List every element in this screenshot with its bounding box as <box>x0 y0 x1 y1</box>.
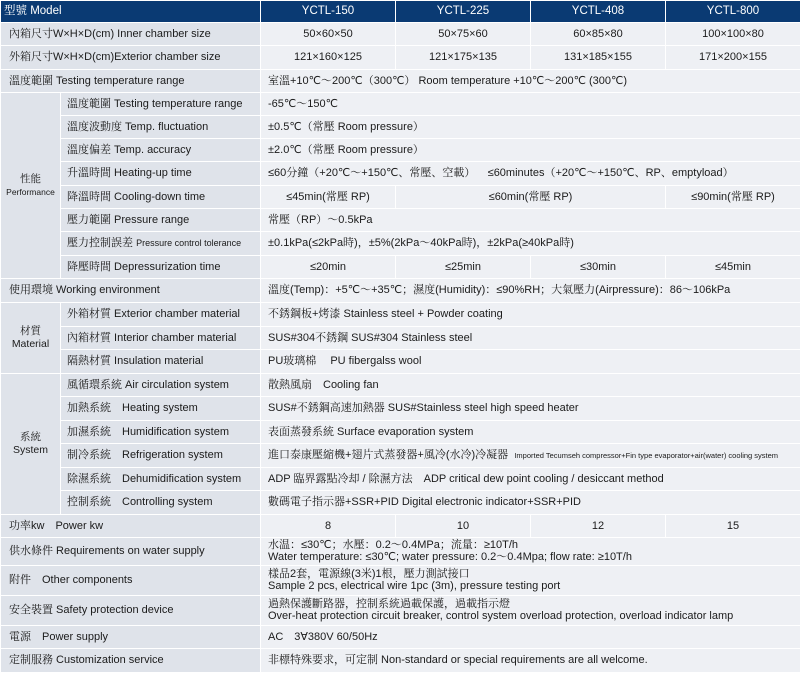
power-label: 功率kw Power kw <box>1 515 261 538</box>
perf-pressure-tol-label <box>61 232 261 256</box>
other-value-en: Sample 2 pcs, electrical wire 1pc (3m), pressure testing port <box>268 579 561 592</box>
system-control-row <box>1 491 800 515</box>
other-value-cn: 樣品2套，電源線(3米)1根，壓力測試接口 <box>268 568 470 580</box>
perf-heating-value-en: ≤60minutes（+20℃～+150℃、RP、emptyload） <box>487 167 734 179</box>
power-value: 8 <box>261 515 396 538</box>
system-refrig-value-en: Imported Tecumseh compressor+Fin type evaporator+air(water) cooling system <box>514 451 779 460</box>
material-group-cn: 材質 <box>20 325 41 337</box>
performance-group-en: Performance <box>6 186 55 197</box>
system-humid-label: 加濕系統 Humidification system <box>61 421 261 444</box>
perf-accuracy-label: 溫度偏差 Temp. accuracy <box>61 139 261 162</box>
material-exterior-row <box>1 303 800 327</box>
power-value: 10 <box>396 515 531 538</box>
perf-temp-range-row <box>1 93 800 116</box>
exterior-size-label: 外箱尺寸W×H×D(cm)Exterior chamber size <box>1 46 261 70</box>
system-air-row <box>1 374 800 397</box>
exterior-size-value: 121×160×125 <box>261 46 396 70</box>
perf-cooling-row <box>1 186 800 209</box>
material-group-label <box>1 303 61 374</box>
perf-accuracy-value: ±2.0℃（常壓 Room pressure） <box>261 139 800 162</box>
perf-fluctuation-value: ±0.5℃（常壓 Room pressure） <box>261 116 800 139</box>
perf-pressure-range-row <box>1 209 800 232</box>
custom-label: 定制服務 Customization service <box>1 649 261 673</box>
power-supply-value: AC 3∀380V 60/50Hz <box>261 626 800 649</box>
perf-temp-range-label: 溫度範圍 Testing temperature range <box>61 93 261 116</box>
system-heating-label: 加熱系統 Heating system <box>61 397 261 421</box>
material-exterior-value: 不銹鋼板+烤漆 Stainless steel + Powder coating <box>261 303 800 327</box>
perf-heating-label: 升溫時間 Heating-up time <box>61 162 261 186</box>
custom-value: 非標特殊要求，可定制 Non-standard or special requirements are all welcome. <box>261 649 800 673</box>
water-row <box>1 538 800 566</box>
system-heating-value: SUS#不銹鋼高速加熱器 SUS#Stainless steel high speed heater <box>261 397 800 421</box>
perf-fluctuation-row <box>1 116 800 139</box>
custom-row <box>1 649 800 673</box>
perf-pressure-range-label: 壓力範圍 Pressure range <box>61 209 261 232</box>
material-interior-row <box>1 327 800 350</box>
perf-depress-value: ≤20min <box>261 256 396 279</box>
system-dehumid-value: ADP 臨界露點冷却 / 除濕方法 ADP critical dew point cooling / desiccant method <box>261 468 800 491</box>
system-heating-row <box>1 397 800 421</box>
other-label: 附件 Other components <box>1 566 261 596</box>
system-refrig-row <box>1 444 800 468</box>
system-control-label: 控制系統 Controlling system <box>61 491 261 515</box>
perf-cooling-label: 降溫時間 Cooling-down time <box>61 186 261 209</box>
water-value-en: Water temperature: ≤30℃; water pressure: 0.2～0.4Mpa; flow rate: ≥10T/h <box>268 550 632 563</box>
water-label: 供水條件 Requirements on water supply <box>1 538 261 566</box>
perf-depress-label: 降壓時間 Depressurization time <box>61 256 261 279</box>
water-value <box>261 538 800 566</box>
perf-cooling-value: ≤60min(常壓 RP) <box>396 186 666 209</box>
system-group-cn: 系統 <box>20 431 41 443</box>
model-yctl-408: YCTL-408 <box>531 1 666 23</box>
testing-temp-label: 溫度範圍 Testing temperature range <box>1 70 261 93</box>
model-yctl-150: YCTL-150 <box>261 1 396 23</box>
system-refrig-value-cn: 進口泰康壓縮機+翅片式蒸發器+風冷(水冷)冷凝器 <box>268 449 509 461</box>
model-yctl-225: YCTL-225 <box>396 1 531 23</box>
perf-temp-range-value: -65℃～150℃ <box>261 93 800 116</box>
model-yctl-800: YCTL-800 <box>666 1 800 23</box>
perf-pressure-tol-label-en: Pressure control tolerance <box>136 238 242 248</box>
testing-temp-value: 室溫+10℃～200℃（300℃） Room temperature +10℃～200℃ (300℃) <box>261 70 800 93</box>
inner-size-row <box>1 23 800 46</box>
other-value <box>261 566 800 596</box>
system-group-label <box>1 374 61 515</box>
other-row <box>1 566 800 596</box>
power-value: 15 <box>666 515 800 538</box>
perf-heating-value <box>261 162 800 186</box>
material-insulation-label: 隔熱材質 Insulation material <box>61 350 261 374</box>
system-control-value: 數碼電子指示器+SSR+PID Digital electronic indicator+SSR+PID <box>261 491 800 515</box>
safety-value-cn: 過熱保護斷路器，控制系統過載保護，過載指示燈 <box>268 598 510 610</box>
testing-temp-row <box>1 70 800 93</box>
working-env-row <box>1 279 800 303</box>
perf-depress-row <box>1 256 800 279</box>
material-group-en: Material <box>11 338 50 350</box>
material-interior-value: SUS#304不銹鋼 SUS#304 Stainless steel <box>261 327 800 350</box>
perf-pressure-tol-value: ±0.1kPa(≤2kPa時)，±5%(2kPa～40kPa時)，±2kPa(≥40kPa時) <box>261 232 800 256</box>
performance-group-label <box>1 93 61 279</box>
inner-size-value: 100×100×80 <box>666 23 800 46</box>
inner-size-value: 60×85×80 <box>531 23 666 46</box>
system-humid-value: 表面蒸發系統 Surface evaporation system <box>261 421 800 444</box>
exterior-size-value: 171×200×155 <box>666 46 800 70</box>
safety-row <box>1 596 800 626</box>
perf-heating-row <box>1 162 800 186</box>
material-insulation-value: PU玻璃棉 PU fibergalss wool <box>261 350 800 374</box>
perf-pressure-tol-row <box>1 232 800 256</box>
water-value-cn: 水温：≤30℃；水壓：0.2～0.4MPa；流量：≥10T/h <box>268 539 518 551</box>
inner-size-label: 內箱尺寸W×H×D(cm) Inner chamber size <box>1 23 261 46</box>
system-refrig-value <box>261 444 800 468</box>
system-humid-row <box>1 421 800 444</box>
perf-pressure-range-value: 常壓（RP）～0.5kPa <box>261 209 800 232</box>
perf-depress-value: ≤25min <box>396 256 531 279</box>
working-env-value: 溫度(Temp)：+5℃～+35℃；濕度(Humidity)：≤90%RH；大氣壓力(Airpressure)：86～106kPa <box>261 279 800 303</box>
system-group-en: System <box>12 444 48 456</box>
performance-group-cn: 性能 <box>20 172 41 185</box>
model-header-label: 型號 Model <box>1 1 261 23</box>
system-dehumid-row <box>1 468 800 491</box>
power-supply-label: 電源 Power supply <box>1 626 261 649</box>
perf-accuracy-row <box>1 139 800 162</box>
safety-value-en: Over-heat protection circuit breaker, control system overload protection, overload indicator lamp <box>268 609 734 622</box>
perf-depress-value: ≤30min <box>531 256 666 279</box>
system-air-label: 風循環系統 Air circulation system <box>61 374 261 397</box>
working-env-label: 使用環境 Working environment <box>1 279 261 303</box>
inner-size-value: 50×60×50 <box>261 23 396 46</box>
exterior-size-row <box>1 46 800 70</box>
material-insulation-row <box>1 350 800 374</box>
header-row <box>1 1 800 23</box>
safety-value <box>261 596 800 626</box>
perf-cooling-value: ≤90min(常壓 RP) <box>666 186 800 209</box>
perf-depress-value: ≤45min <box>666 256 800 279</box>
perf-cooling-value: ≤45min(常壓 RP) <box>261 186 396 209</box>
material-interior-label: 內箱材質 Interior chamber material <box>61 327 261 350</box>
power-supply-row <box>1 626 800 649</box>
safety-label: 安全裝置 Safety protection device <box>1 596 261 626</box>
material-exterior-label: 外箱材質 Exterior chamber material <box>61 303 261 327</box>
system-dehumid-label: 除濕系統 Dehumidification system <box>61 468 261 491</box>
perf-heating-value-cn: ≤60分鐘（+20℃～+150℃、常壓、空載） <box>268 167 476 179</box>
system-refrig-label: 制冷系統 Refrigeration system <box>61 444 261 468</box>
power-row <box>1 515 800 538</box>
perf-fluctuation-label: 溫度波動度 Temp. fluctuation <box>61 116 261 139</box>
system-air-value: 散熱風扇 Cooling fan <box>261 374 800 397</box>
power-value: 12 <box>531 515 666 538</box>
inner-size-value: 50×75×60 <box>396 23 531 46</box>
exterior-size-value: 131×185×155 <box>531 46 666 70</box>
perf-pressure-tol-label-cn: 壓力控制誤差 <box>67 237 133 249</box>
exterior-size-value: 121×175×135 <box>396 46 531 70</box>
